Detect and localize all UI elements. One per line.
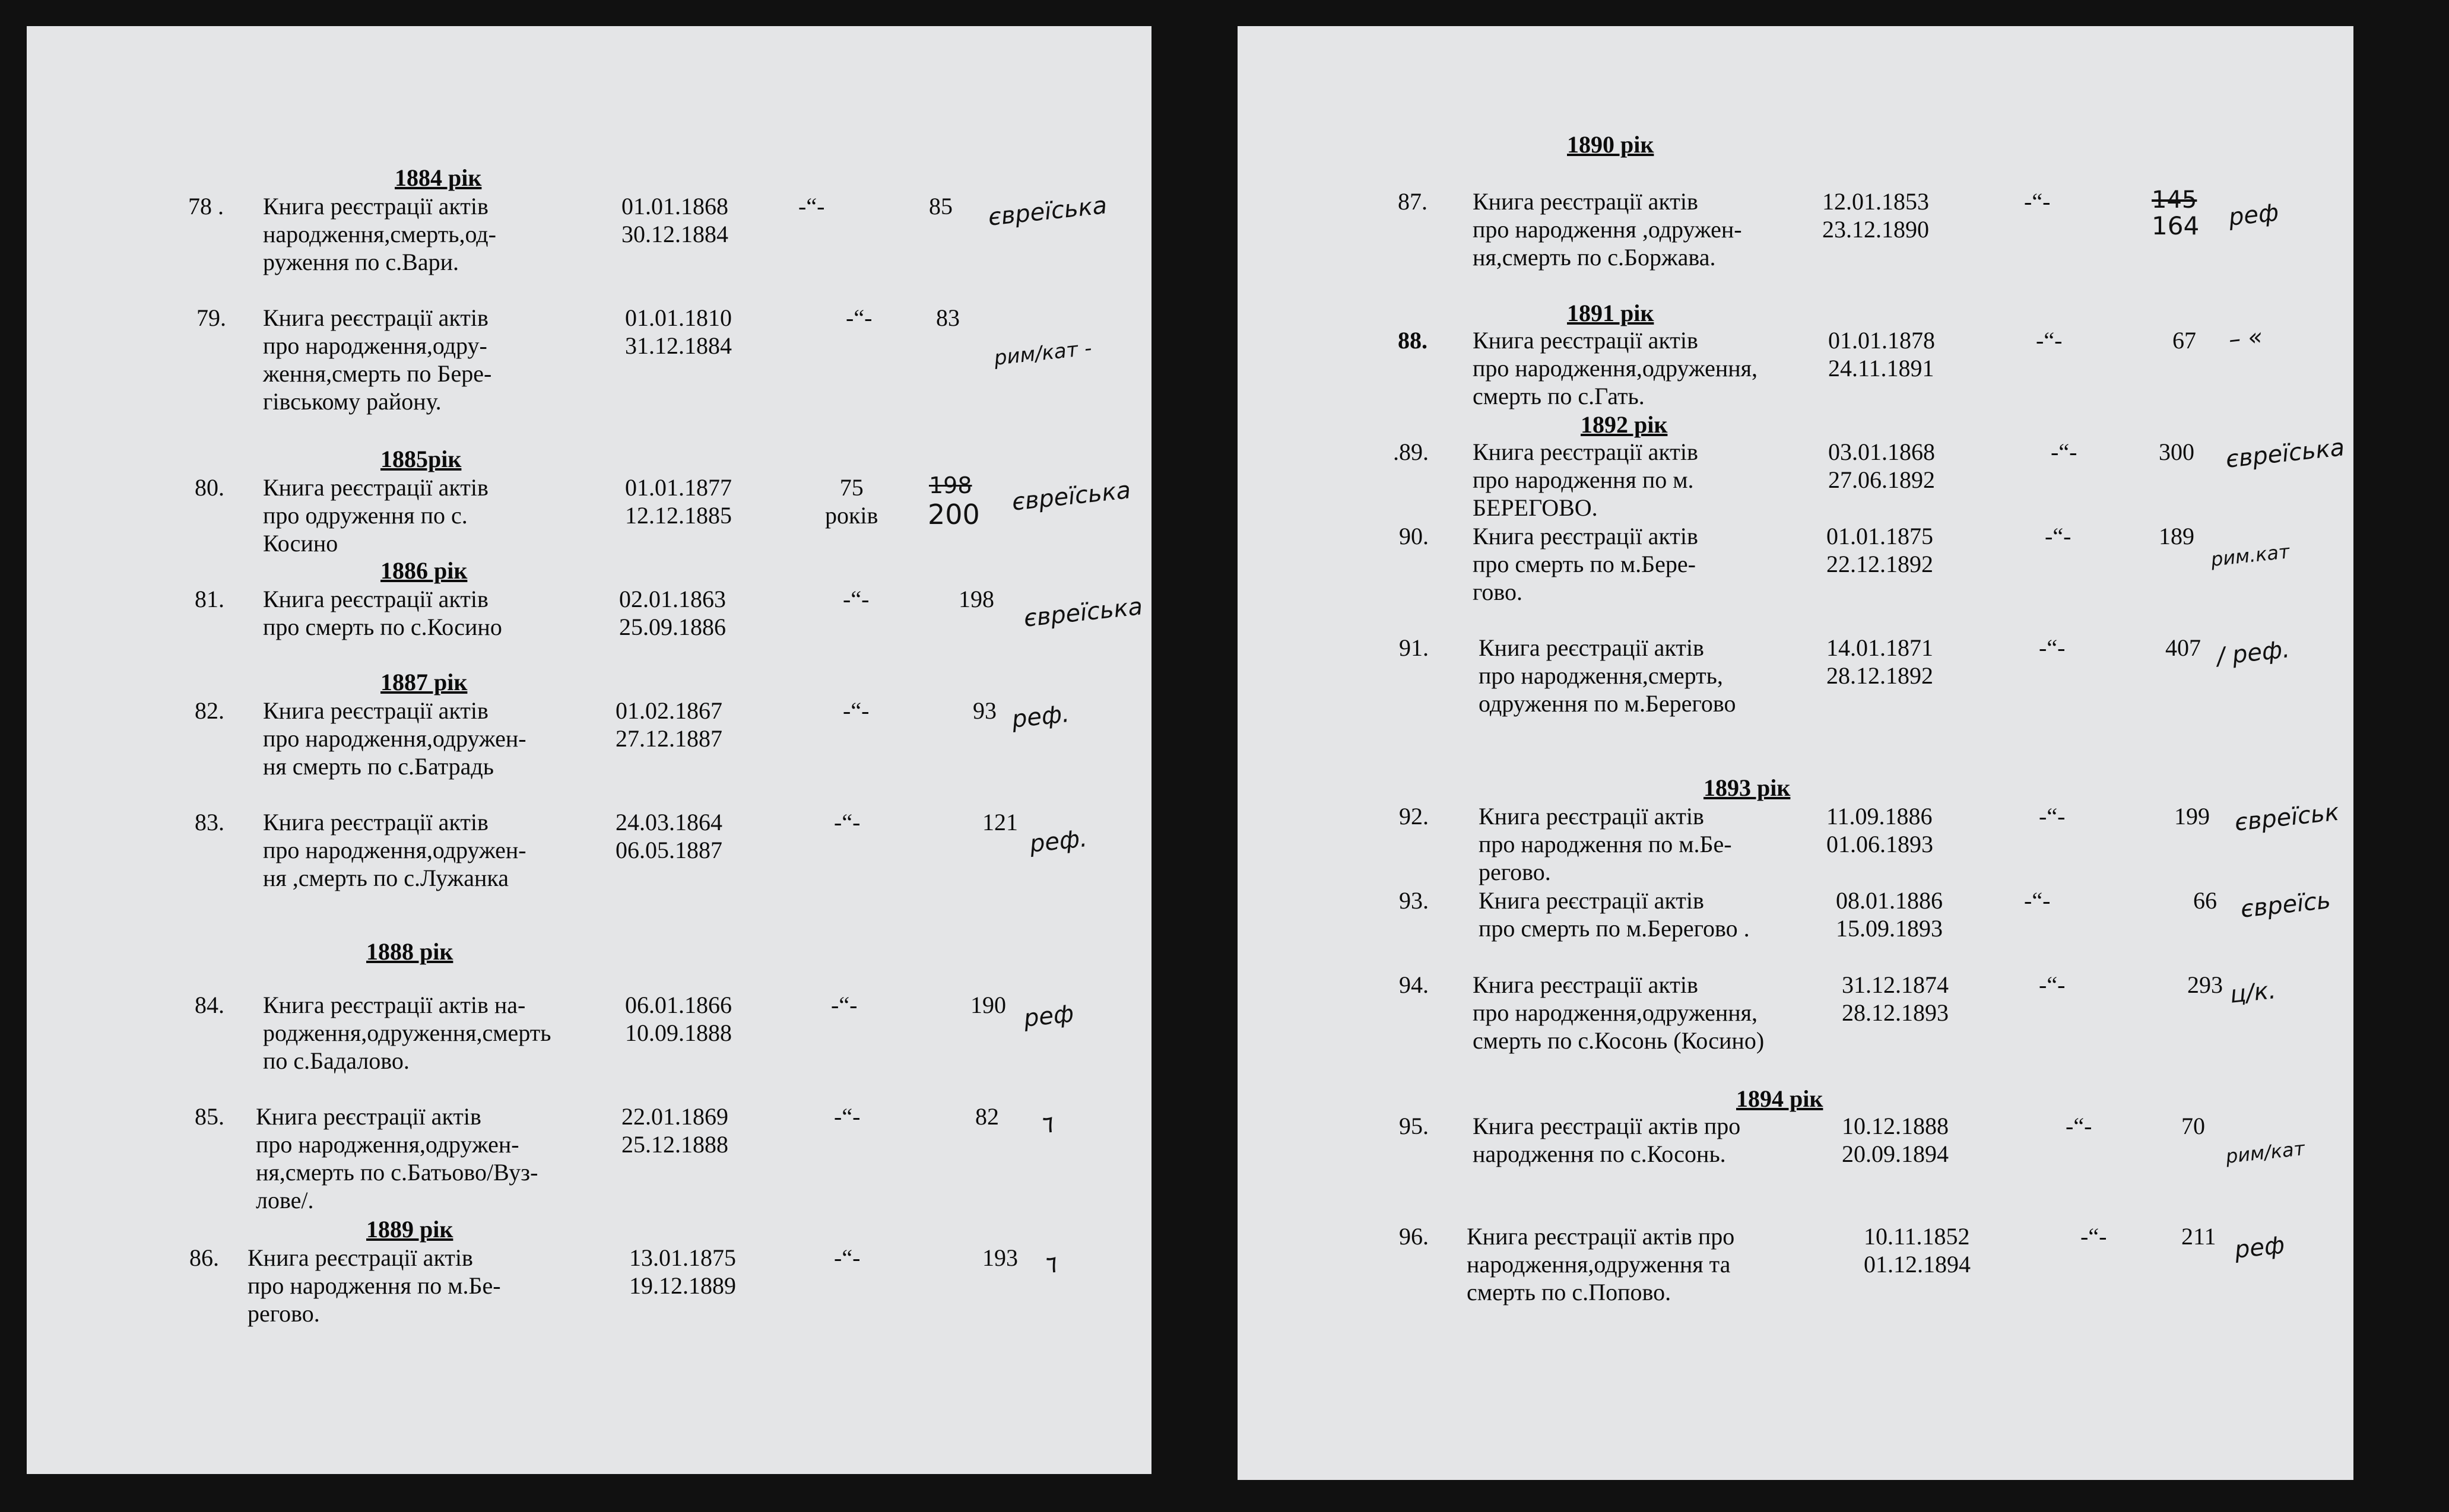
entry-ditto: -“-: [2024, 188, 2051, 215]
handwritten-note: реф: [2233, 1231, 2286, 1264]
entry-count-struck: 145: [2152, 186, 2197, 214]
entry-description: Книга реєстрації актів про смерть по м.Берегово .: [1479, 887, 1750, 942]
entry-ditto: -“-: [831, 992, 858, 1018]
year-heading-1893: 1893 рік: [1703, 774, 1791, 801]
entry-number: 91.: [1399, 634, 1429, 661]
entry-description: Книга реєстрації актів про народження,одружен- ня ,смерть по с.Лужанка: [263, 809, 526, 891]
handwritten-note: ٦: [1038, 1110, 1054, 1139]
entry-number: 95.: [1399, 1113, 1429, 1139]
entry-number: 93.: [1399, 887, 1429, 914]
entry-number: 81.: [195, 586, 224, 612]
entry-ditto: -“-: [834, 1103, 861, 1130]
entry-number: 96.: [1399, 1223, 1429, 1250]
entry-dates: 01.01.1868 30.12.1884: [621, 193, 728, 247]
year-heading-1888: 1888 рік: [366, 938, 453, 965]
entry-ditto: -“-: [2066, 1113, 2092, 1139]
entry-count: 83: [936, 304, 960, 331]
entry-dates: 01.02.1867 27.12.1887: [616, 697, 722, 752]
entry-ditto: -“-: [2039, 803, 2066, 830]
handwritten-note: євреїська: [2224, 434, 2346, 474]
entry-ditto: -“-: [834, 809, 861, 836]
entry-dates: 31.12.1874 28.12.1893: [1842, 971, 1949, 1026]
entry-ditto: -“-: [2039, 971, 2066, 998]
handwritten-note: ٦: [1041, 1250, 1057, 1279]
handwritten-note: реф.: [1010, 700, 1071, 733]
entry-description: Книга реєстрації актів про народження по м.Бе- регово.: [1479, 803, 1732, 885]
entry-ditto: -“-: [2024, 887, 2051, 914]
entry-number: 86.: [189, 1244, 219, 1271]
entry-dates: 10.12.1888 20.09.1894: [1842, 1113, 1949, 1167]
entry-dates: 01.01.1810 31.12.1884: [625, 304, 732, 359]
entry-ditto: -“-: [2080, 1223, 2107, 1250]
right-page: [1238, 26, 2353, 1480]
handwritten-note: – «: [2227, 323, 2264, 354]
year-heading-1884: 1884 рік: [395, 164, 482, 191]
entry-ditto: -“-: [2051, 439, 2077, 465]
entry-ditto: -“-: [846, 304, 873, 331]
handwritten-note: рим.кат: [2210, 540, 2291, 571]
entry-number: 92.: [1399, 803, 1429, 830]
entry-description: Книга реєстрації актів про народження по с.Косонь.: [1473, 1113, 1741, 1167]
entry-number: 79.: [196, 304, 226, 331]
entry-description: Книга реєстрації актів про смерть по м.Бере- гово.: [1473, 523, 1698, 605]
entry-number: 80.: [195, 474, 224, 501]
entry-count: 200: [928, 498, 980, 531]
entry-count: 67: [2172, 327, 2196, 354]
entry-description: Книга реєстрації актів про народження,одружен- ня смерть по с.Батрадь: [263, 697, 526, 780]
handwritten-note: євреїська: [1022, 593, 1144, 633]
entry-ditto: -“-: [834, 1244, 861, 1271]
left-page: [27, 26, 1151, 1474]
entry-description: Книга реєстрації актів про народження,одруження, смерть по с.Гать.: [1473, 327, 1758, 409]
entry-dates: 02.01.1863 25.09.1886: [619, 586, 726, 640]
entry-ditto: -“-: [843, 586, 870, 612]
entry-dates: 11.09.1886 01.06.1893: [1826, 803, 1933, 857]
entry-ditto: -“-: [2039, 634, 2066, 661]
entry-ditto: -“-: [843, 697, 870, 724]
entry-count: 70: [2181, 1113, 2205, 1139]
entry-description: Книга реєстрації актів про одруження по с. Косино: [263, 474, 488, 557]
entry-description: Книга реєстрації актів народження,смерть,од- руження по с.Вари.: [263, 193, 496, 275]
entry-count: 199: [2174, 803, 2210, 830]
entry-count: 300: [2159, 439, 2194, 465]
entry-count: 164: [2152, 211, 2200, 240]
entry-number: 82.: [195, 697, 224, 724]
entry-ditto: -“-: [2045, 523, 2072, 549]
entry-count: 66: [2193, 887, 2217, 914]
entry-count: 93: [973, 697, 997, 724]
entry-count: 82: [975, 1103, 999, 1130]
entry-description: Книга реєстрації актів про народження,одруження, смерть по с.Косонь (Косино): [1473, 971, 1765, 1054]
year-heading-1891: 1891 рік: [1567, 300, 1654, 326]
entry-count: 293: [2187, 971, 2223, 998]
handwritten-note: реф.: [1028, 824, 1089, 858]
entry-dates: 13.01.1875 19.12.1889: [629, 1244, 736, 1299]
entry-dates: 01.01.1877 12.12.1885: [625, 474, 732, 529]
entry-number: 83.: [195, 809, 224, 836]
entry-number: 85.: [195, 1103, 224, 1130]
year-heading-1894: 1894 рік: [1736, 1085, 1823, 1112]
handwritten-note: рим/кат -: [992, 336, 1093, 370]
entry-dates: 01.01.1875 22.12.1892: [1826, 523, 1933, 577]
entry-description: Книга реєстрації актів про смерть по с.Косино: [263, 586, 502, 640]
handwritten-note: / реф.: [2215, 636, 2291, 671]
entry-dates: 22.01.1869 25.12.1888: [621, 1103, 728, 1158]
entry-number: 90.: [1399, 523, 1429, 549]
entry-number: .89.: [1393, 439, 1429, 465]
handwritten-note: реф: [2227, 199, 2280, 231]
entry-count: 211: [2181, 1223, 2216, 1250]
entry-count: 189: [2159, 523, 2194, 549]
year-heading-1885: 1885рік: [380, 446, 462, 472]
entry-ditto: -“-: [2036, 327, 2063, 354]
entry-number: 94.: [1399, 971, 1429, 998]
entry-count: 198: [959, 586, 994, 612]
handwritten-note: євреїсь: [2239, 887, 2332, 923]
handwritten-note: реф: [1022, 1000, 1076, 1033]
entry-description: Книга реєстрації актів про народження по м. БЕРЕГОВО.: [1473, 439, 1698, 521]
entry-count: 85: [929, 193, 953, 220]
entry-dates: 03.01.1868 27.06.1892: [1828, 439, 1935, 493]
entry-description: Книга реєстрації актів про народження по м.Бе- регово.: [248, 1244, 501, 1327]
entry-description: Книга реєстрації актів про народження,одруження та смерть по с.Попово.: [1467, 1223, 1735, 1305]
handwritten-note: євреїськ: [2233, 798, 2340, 837]
entry-count: 121: [982, 809, 1018, 836]
entry-number: 87.: [1398, 188, 1427, 215]
entry-dates: 01.01.1878 24.11.1891: [1828, 327, 1935, 382]
entry-description: Книга реєстрації актів на- родження,одруження,смерть по с.Бадалово.: [263, 992, 551, 1074]
entry-number: 84.: [195, 992, 224, 1018]
handwritten-note: євреїська: [1010, 477, 1132, 516]
year-heading-1892: 1892 рік: [1581, 411, 1668, 438]
entry-description: Книга реєстрації актів про народження,одружен- ня,смерть по с.Батьово/Вуз- лове/.: [256, 1103, 538, 1214]
entry-dates: 10.11.1852 01.12.1894: [1864, 1223, 1971, 1278]
handwritten-note: євреїська: [986, 192, 1109, 231]
handwritten-note: ц/к.: [2228, 977, 2277, 1009]
entry-dates: 12.01.1853 23.12.1890: [1822, 188, 1929, 243]
entry-description: Книга реєстрації актів про народження,одру- ження,смерть по Бере- гівському району.: [263, 304, 492, 415]
year-heading-1889: 1889 рік: [366, 1216, 453, 1243]
entry-description: Книга реєстрації актів про народження,смерть, одруження по м.Берегово: [1479, 634, 1736, 717]
entry-count: 193: [982, 1244, 1018, 1271]
entry-count: 407: [2165, 634, 2201, 661]
entry-ditto: -“-: [798, 193, 825, 220]
year-heading-1887: 1887 рік: [380, 669, 468, 695]
handwritten-note: рим/кат: [2225, 1137, 2306, 1168]
entry-dates: 14.01.1871 28.12.1892: [1826, 634, 1933, 689]
entry-dates: 06.01.1866 10.09.1888: [625, 992, 732, 1046]
entry-number: 78 .: [188, 193, 224, 220]
year-heading-1886: 1886 рік: [380, 557, 468, 584]
entry-ditto: 75 років: [825, 474, 878, 529]
entry-count: 190: [970, 992, 1006, 1018]
entry-dates: 24.03.1864 06.05.1887: [616, 809, 722, 863]
entry-count-struck: 198: [929, 472, 972, 498]
entry-dates: 08.01.1886 15.09.1893: [1836, 887, 1943, 942]
entry-number: 88.: [1398, 327, 1427, 354]
year-heading-1890: 1890 рік: [1567, 131, 1654, 158]
entry-description: Книга реєстрації актів про народження ,одружен- ня,смерть по с.Боржава.: [1473, 188, 1742, 271]
